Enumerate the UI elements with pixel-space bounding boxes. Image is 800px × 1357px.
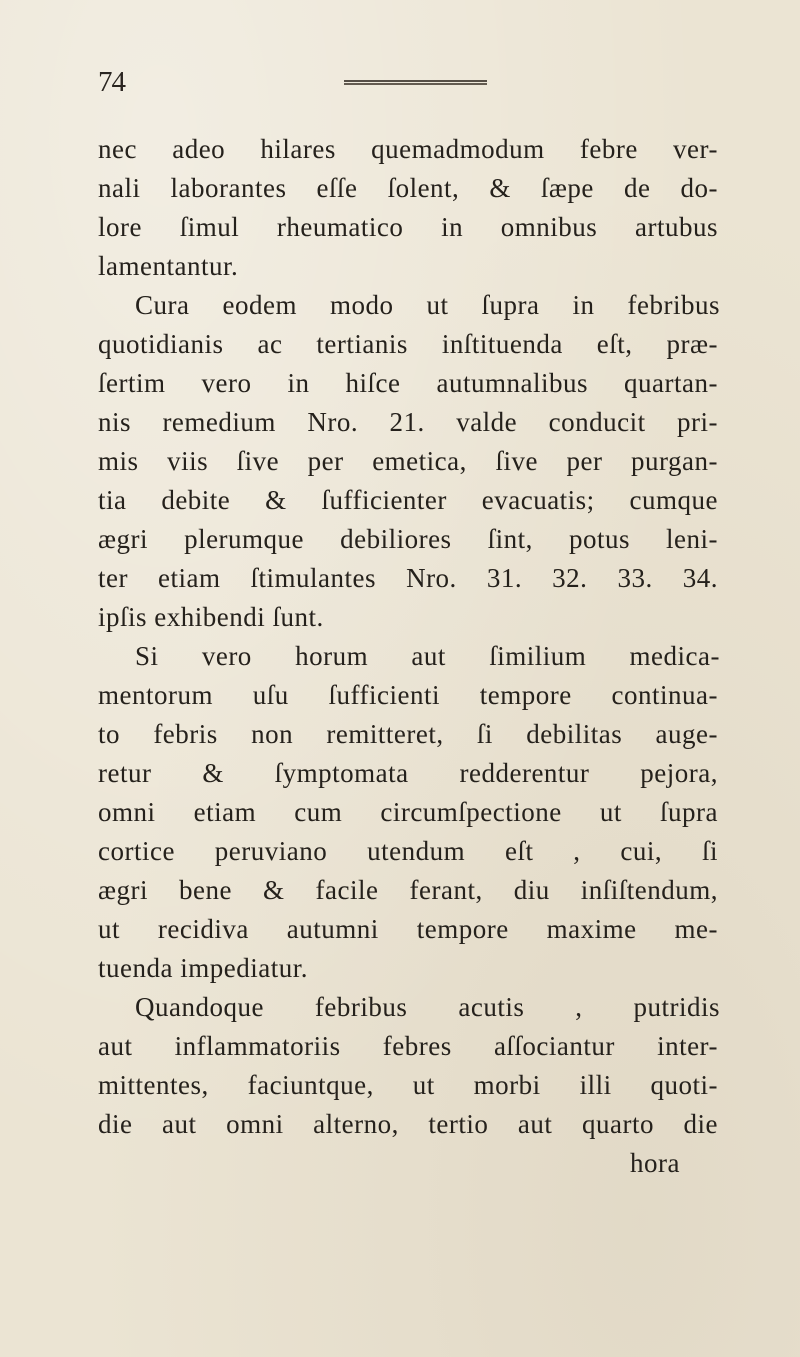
text-line: nec adeo hilares quemadmodum febre ver- — [98, 134, 718, 164]
text-line: omni etiam cum circumſpectione ut ſupra — [98, 797, 718, 827]
text-line: mittentes, faciuntque, ut morbi illi quoti- — [98, 1070, 718, 1100]
text-line: lamentantur. — [98, 251, 239, 281]
text-line: mis viis ſive per emetica, ſive per purgan- — [98, 446, 718, 476]
text-line: Cura eodem modo ut ſupra in febribus — [135, 290, 720, 320]
text-line: Quandoque febribus acutis , putridis — [135, 992, 720, 1022]
text-line: quotidianis ac tertianis inſtituenda eſt, præ- — [98, 329, 718, 359]
text-line: retur & ſymptomata redderentur pejora, — [98, 758, 718, 788]
text-line: ſertim vero in hiſce autumnalibus quartan- — [98, 368, 718, 398]
text-line: aut inflammatoriis febres aſſociantur inter- — [98, 1031, 718, 1061]
header-rule — [344, 80, 487, 85]
text-line: Si vero horum aut ſimilium medica- — [135, 641, 720, 671]
text-line: tia debite & ſufficienter evacuatis; cumque — [98, 485, 718, 515]
text-line: nis remedium Nro. 21. valde conducit pri- — [98, 407, 718, 437]
text-line: ægri bene & facile ferant, diu inſiſtendum, — [98, 875, 718, 905]
text-line: mentorum uſu ſufficienti tempore continua- — [98, 680, 718, 710]
text-line: to febris non remitteret, ſi debilitas auge- — [98, 719, 718, 749]
text-line: ter etiam ſtimulantes Nro. 31. 32. 33. 34. — [98, 563, 718, 593]
text-line: ut recidiva autumni tempore maxime me- — [98, 914, 718, 944]
page-number: 74 — [98, 66, 125, 98]
catchword: hora — [630, 1148, 680, 1178]
text-line: ægri plerumque debiliores ſint, potus leni- — [98, 524, 718, 554]
text-line: tuenda impediatur. — [98, 953, 308, 983]
text-line: lore ſimul rheumatico in omnibus artubus — [98, 212, 718, 242]
text-line: ipſis exhibendi ſunt. — [98, 602, 324, 632]
text-line: die aut omni alterno, tertio aut quarto die — [98, 1109, 718, 1139]
text-line: nali laborantes eſſe ſolent, & ſæpe de do- — [98, 173, 718, 203]
text-line: cortice peruviano utendum eſt , cui, ſi — [98, 836, 718, 866]
